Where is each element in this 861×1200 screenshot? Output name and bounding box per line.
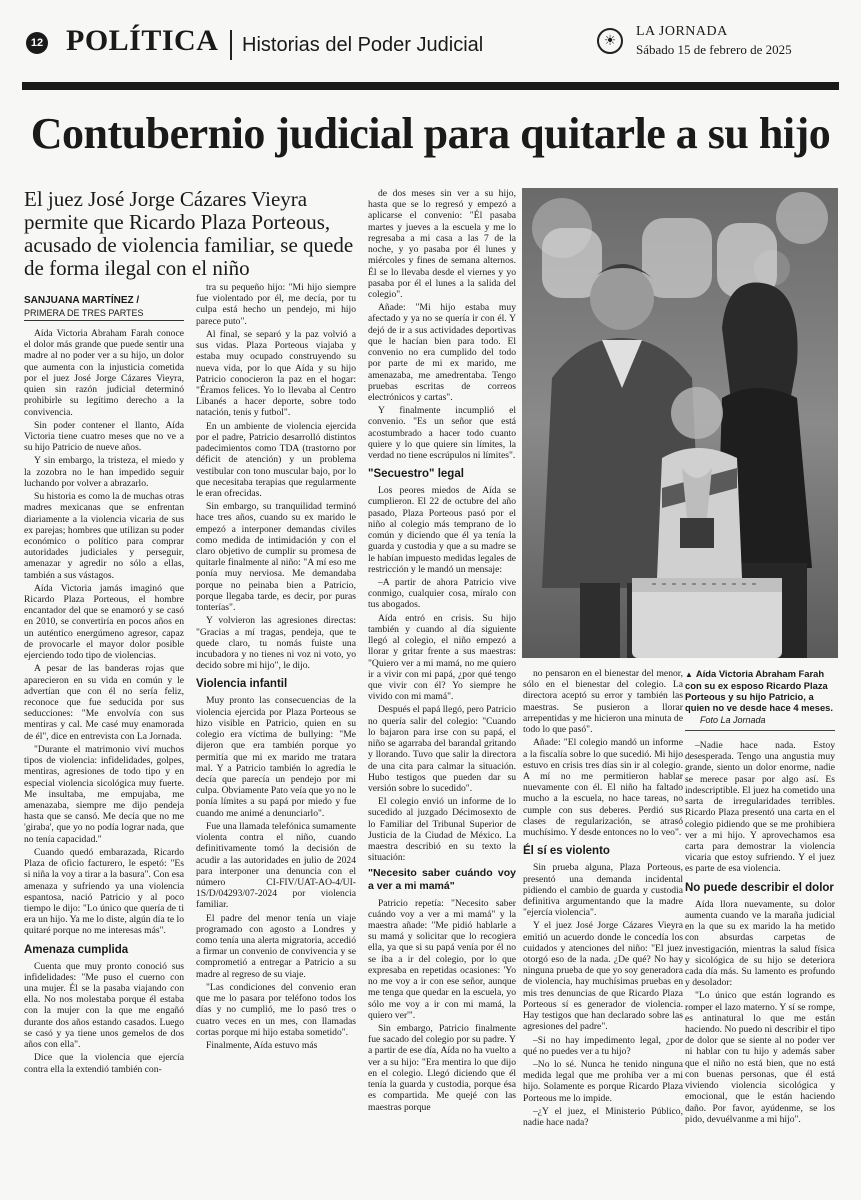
issue-date: Sábado 15 de febrero de 2025 bbox=[636, 42, 792, 57]
photo-credit: Foto La Jornada bbox=[700, 715, 766, 725]
section-title: POLÍTICA bbox=[66, 24, 219, 57]
paragraph: de dos meses sin ver a su hijo, hasta que se lo regresó y empezó a aplicarse el convenio: "Él pasaba martes y jueves a la escuela y me lo regresaba a mi casa a las 7 de la noche, y yo pasaba por él lunes y miércoles y fines de semana alternos. Él se lo llevaba desde el viernes y yo pasaba por él el lunes a la salida del colegio". bbox=[368, 188, 516, 300]
newspaper-logo-icon: ☀ bbox=[597, 28, 623, 54]
paragraph: Después el papá llegó, pero Patricio no quería salir del colegio: "Cuando lo bajaron para irse con su papá, el niño se agarraba del barandal gritando y llorando. Tuvo que salir la directora de una cita para calmar la situación. Hubo testigos que pueden dar su versión sobre lo sucedido". bbox=[368, 704, 516, 794]
article-column-2 bbox=[196, 282, 356, 1178]
caption-text: Aída Victoria Abraham Farah con su ex esposo Ricardo Plaza Porteous y su hijo Patricio, a quien no ve desde hace 4 meses. bbox=[685, 668, 833, 714]
section-heading: Violencia infantil bbox=[196, 678, 288, 691]
paragraph: "Durante el matrimonio viví muchos tipos de violencia: infidelidades, golpes, mentiras, agresiones de todo tipo y en especial violencia sicológica muy fuerte. Me insultaba, me empujaba, me amenazaba, siempre me dijo pendeja hasta que se cansó. Me decía que no me 'giraba', que yo no podía lograr nada, que no tenía capacidad." bbox=[24, 743, 184, 845]
page-number: 12 bbox=[26, 32, 48, 54]
paragraph: Aída Victoria Abraham Farah conoce el dolor más grande que puede sentir una madre al no poder ver a su hijo, un dolor que aumenta con la injusticia cometida por el juez José Jorge Cázares Vieyra, quien sin razón judicial determinó prohibirle su legítimo derecho a la convivencia. bbox=[24, 328, 184, 418]
paragraph: Y sin embargo, la tristeza, el miedo y la zozobra no le han impedido seguir luchando por volver a abrazarlo. bbox=[24, 455, 184, 489]
header-divider bbox=[230, 30, 232, 60]
paragraph: Aída Victoria jamás imaginó que Ricardo Plaza Porteous, el hombre encantador del que se enamoró y se casó en 2010, se convertiría en pocos años en un auténtico energúmeno agresor, capaz de provocarle el mayor dolor posible ejerciendo todo tipo de violencias. bbox=[24, 582, 184, 662]
subsection-title: Historias del Poder Judicial bbox=[242, 34, 484, 56]
paragraph: Cuenta que muy pronto conoció sus infidelidades: "Me puso el cuerno con una mujer. Él se la pasaba viajando con ella. No nos molestaba porque él estaba con la mujer con la que me engañó durante dos años estando casados. Luego se casó y ya tiene unos gemelos de dos años con ella". bbox=[24, 960, 184, 1051]
paragraph: A pesar de las banderas rojas que aparecieron en su vida en común y le advertían que con él no sería feliz, reconoce que fue seducida por sus seducciones: "Me envolvía con sus mentiras y cal. Me casé muy enamorada de él", dice en entrevista con La Jornada. bbox=[24, 663, 184, 742]
newspaper-name: LA JORNADA bbox=[636, 24, 728, 39]
caption-arrow-icon: ▲ bbox=[685, 670, 693, 679]
paragraph: Y finalmente incumplió el convenio. "Es un señor que está acostumbrado a hacer todo cuanto quiere y lo que quiere sin límites, la verdad no tiene escrúpulos ni límites". bbox=[368, 405, 516, 462]
photo-caption bbox=[685, 668, 835, 713]
paragraph: Dice que la violencia que ejercía contra ella la extendió también con- bbox=[24, 1052, 184, 1075]
paragraph: Su historia es como la de muchas otras madres mexicanas que se enfrentan diariamente a la violencia vicaria de sus ex parejas; hombres que utilizan su poder económico o político para comprar autoridades judiciales y perseguir, amenazar y agredir no sólo a ellas, también a sus vástagos. bbox=[24, 491, 184, 581]
byline-note: PRIMERA DE TRES PARTES bbox=[24, 308, 144, 318]
caption-rule bbox=[685, 730, 835, 731]
section-heading: Amenaza cumplida bbox=[24, 943, 129, 956]
paragraph: Cuando quedó embarazada, Ricardo Plaza de oficio facturero, le espetó: "Es si niña la voy a tirar a la basura". Con esa amenaza y sufriendo ya una violencia espantosa, nació Patricio y al poco tiempo le dijo: "Lo único que quería de ti era un hijo. Ya me lo diste, algún día te lo quitaré porque no me interesas más". bbox=[24, 846, 184, 937]
paragraph: Sin poder contener el llanto, Aída Victoria tiene cuatro meses que no ve a su hijo Patricio de nueve años. bbox=[24, 419, 184, 454]
article-column-4 bbox=[523, 668, 683, 1178]
section-heading: Él sí es violento bbox=[523, 845, 610, 858]
article-photo bbox=[522, 188, 838, 658]
paragraph: Sin embargo, Patricio finalmente fue sacado del colegio por su padre. Y a partir de ese día, Aída no ha vuelto a ver a su hijo: "Era mentira lo que dijo en el colegio. Llegó diciendo que él tenía la guarda y custodia, porque ésa es compartida. Me quejé con las maestras porque bbox=[368, 1023, 516, 1113]
article-column-1 bbox=[24, 328, 184, 1178]
paragraph: –No lo sé. Nunca he tenido ninguna medida legal que me prohíba ver a mi hijo. Solamente es porque Ricardo Plaza Porteous me lo impide. bbox=[523, 1059, 683, 1104]
paragraph: –Nadie hace nada. Estoy desesperada. Tengo una angustia muy grande, siento un dolor enorme, nadie se merece pasar por algo así. Es indescriptible. El juez ha cometido una sarta de irregularidades terribles. Ricardo Plaza presentó una carta en el colegio pidiendo que se me prohibiera ver a mi hijo. Y aprovechamos esa carta para demostrar la violencia vicaria que estoy sufriendo. Y el juez es parte de esa violencia. bbox=[685, 740, 835, 875]
paragraph: –Si no hay impedimento legal, ¿por qué no puedes ver a tu hijo? bbox=[523, 1034, 683, 1057]
header-rule bbox=[22, 82, 839, 90]
pull-heading: "Necesito saber cuándo voy a ver a mi mamá" bbox=[368, 867, 516, 892]
paragraph: Al final, se separó y la paz volvió a sus vidas. Plaza Porteous viajaba y estaba muy ocupado construyendo su nueva vida, por lo que Aída y su hijo Patricio conocieron la paz en el hogar: "Éramos felices. Yo lo llevaba al Centro Libanés a hacer deporte, sobre todo natación, tenis y futbol". bbox=[196, 328, 356, 419]
paragraph: Los peores miedos de Aída se cumplieron. El 22 de octubre del año pasado, Plaza Porteous pasó por el niño al colegio más temprano de lo común y diciendo que él ya tenía la guarda y custodia y que a su madre se le habían impuesto medidas legales de restricción y le mandó un mensaje: bbox=[368, 485, 516, 575]
family-photo-illustration bbox=[522, 188, 838, 658]
paragraph: Y volvieron las agresiones directas: "Gracias a mí tragas, pendeja, que te quede claro, tu nomás fuiste una incubadora y no tienes ni voz ni voto, yo decido sobre mi hijo", le dijo. bbox=[196, 615, 356, 672]
deck: El juez José Jorge Cázares Vieyra permite que Ricardo Plaza Porteous, acusado de violencia familiar, se quede de forma ilegal con el niño bbox=[24, 187, 354, 281]
paragraph: En un ambiente de violencia ejercida por el padre, Patricio desarrolló distintos padecimientos como TDA (trastorno por déficit de atención) y un problema vestibular con tono muscular bajo, por lo que necesitaba terapias que regularmente le eran ofrecidas. bbox=[196, 420, 356, 499]
paragraph: Aída entró en crisis. Su hijo también y cuando al día siguiente llegó al colegio, el niño empezó a llorar y gritar frente a sus maestras: "Quiero ver a mi mamá, no me quiero ir a vivir con mi papá, ¿por qué tengo que vivir con él? Yo siempre he vivido con mi mamá". bbox=[368, 612, 516, 703]
paragraph: –¿Y el juez, el Ministerio Público, nadie hace nada? bbox=[523, 1105, 683, 1129]
paragraph: Sin prueba alguna, Plaza Porteous, presentó una demanda incidental pidiendo el cambio de guarda y custodia definitiva argumentando que la madre "ejercía violencia". bbox=[523, 862, 683, 919]
article-column-5 bbox=[685, 740, 835, 1178]
paragraph: Añade: "El colegio mandó un informe a la fiscalía sobre lo que sucedió. Mi hijo estuvo en crisis tres días sin ir al colegio. A mí no me permitieron hablar nuevamente con él. El niño ha faltado mucho a la escuela, no hace tareas, no cumple con sus deberes. Perdió sus clases de regularización, se atrasó muchísimo. Y desde entonces no lo veo". bbox=[523, 737, 683, 839]
section-heading: No puede describir el dolor bbox=[685, 881, 834, 894]
paragraph: "Las condiciones del convenio eran que me lo pasara por teléfono todos los días y no cumplió, me lo pasó tres o cuatro veces en un mes, con llamadas cortas porque mi hijo estaba sometido". bbox=[196, 981, 356, 1038]
byline-rule bbox=[24, 320, 184, 321]
paragraph: Añade: "Mi hijo estaba muy afectado y ya no se quería ir con él. Y dejó de ir a sus actividades deportivas que le hacían bien para todo. El convenio no era cumplido del todo por parte de mi ex marido, me amenazaba, me amedrentaba. Tengo pruebas escritas de correos electrónicos y cartas". bbox=[368, 302, 516, 403]
paragraph: –A partir de ahora Patricio vive conmigo, cualquier cosa, míralo con tus abogados. bbox=[368, 577, 516, 611]
article-column-3 bbox=[368, 188, 516, 1178]
page-header bbox=[22, 22, 839, 72]
paragraph: El padre del menor tenía un viaje programado con agosto a Londres y como tenía una alerta migratoria, accedió a firmar un convenio de convivencia y se comprometió a entregar a Patricio a su madre al regreso de su viaje. bbox=[196, 912, 356, 980]
paragraph: El colegio envió un informe de lo sucedido al juzgado Décimosexto de lo Familiar del Tribunal Superior de Justicia de la Ciudad de México. La maestra describió en su texto la situación: bbox=[368, 796, 516, 864]
paragraph: Sin embargo, su tranquilidad terminó hace tres años, cuando su ex marido le empezó a interponer demandas civiles como medida de intimidación y con el claro objetivo de cumplir su promesa de quitarle finalmente al niño: "A mí eso me ponía muy nerviosa. Me demandaba porque no peinaba bien a Patricio, porque llegaba tarde, es decir, por puras tonterías". bbox=[196, 501, 356, 614]
paragraph: Finalmente, Aída estuvo más bbox=[206, 1040, 318, 1051]
byline: SANJUANA MARTÍNEZ / bbox=[24, 295, 140, 306]
paragraph: no pensaron en el bienestar del menor, sólo en el bienestar del colegio. La directora aceptó su error y también las maestras. Se pusieron a llorar arrepentidas y me hicieron una minuta de todo lo que pasó". bbox=[523, 668, 683, 736]
section-heading: "Secuestro" legal bbox=[368, 468, 464, 481]
paragraph: Y el juez José Jorge Cázares Vieyra emitió un acuerdo donde le concedía los cuidados y atenciones del niño: "El juez otorgó eso de la nada. ¿De qué? No hay ninguna prueba de que yo soy generadora de violencia, hay muchísimas pruebas en mis tres denuncias de que Ricardo Plaza Porteous sí es generador de violencia. Hay testigos que han declarado sobre las agresiones del padre". bbox=[523, 920, 683, 1033]
headline: Contubernio judicial para quitarle a su hijo bbox=[30, 109, 831, 158]
paragraph: Muy pronto las consecuencias de la violencia ejercida por Plaza Porteous se hizo visible en Patricio, quien en su colegio era víctima de bullying: "Me dijeron que era también porque yo permitía que mi ex marido me tratara mal. Y a Patricio también lo agredía le decía que parecía un pendejo por mi culpa. Obviamente Pato veía que yo no le ponía límites a su papá por miedo y fue cuando me animé a denunciarlo". bbox=[196, 695, 356, 819]
paragraph: tra su pequeño hijo: "Mi hijo siempre fue violentado por él, me decía, por tu culpa está hecho un pendejo, mi hijo parece puto". bbox=[196, 282, 356, 327]
paragraph: Fue una llamada telefónica sumamente violenta contra el niño, cuando definitivamente tomó la decisión de acudir a las autoridades en julio de 2024 para interponer una denuncia con el número CI-FIV/UAT-AO-4/UI-1S/D/04293/07-2024 por violencia familiar. bbox=[196, 820, 356, 911]
paragraph: Aída llora nuevamente, su dolor aumenta cuando ve la maraña judicial en la que su ex marido la ha metido con absurdas carpetas de investigación, mientras la salud física y sicológica de su hijo se deteriora cada día más. Su lamento es profundo y desolador: bbox=[685, 898, 835, 989]
paragraph: "Lo único que están logrando es romper el lazo materno. Y sí se rompe, es antinatural lo que me están haciendo. No puedo ni describir el tipo de dolor que se siente al no poder ver ni hablar con tu hijo y además saber que el niño no está bien, que no está con buenas personas, que él está viviendo violencia sicológica y emocional, que le están haciendo daño. Por favor, ayúdenme, se los pido, devuélvanme a mi hijo". bbox=[685, 990, 835, 1125]
paragraph: Patricio repetía: "Necesito saber cuándo voy a ver a mi mamá" y la maestra añade: "Me pidió hablarle a su mamá y solicitar que lo recogiera ella, ya que si su papá venía por él no se iba a ir del colegio, por lo que expresaba en repetidas ocasiones: 'Yo no me voy a ir con ese señor, aunque me tenga que quedar en la escuela, yo sólo me voy a ir con mi mamá, la quiero ver'". bbox=[368, 897, 516, 1021]
